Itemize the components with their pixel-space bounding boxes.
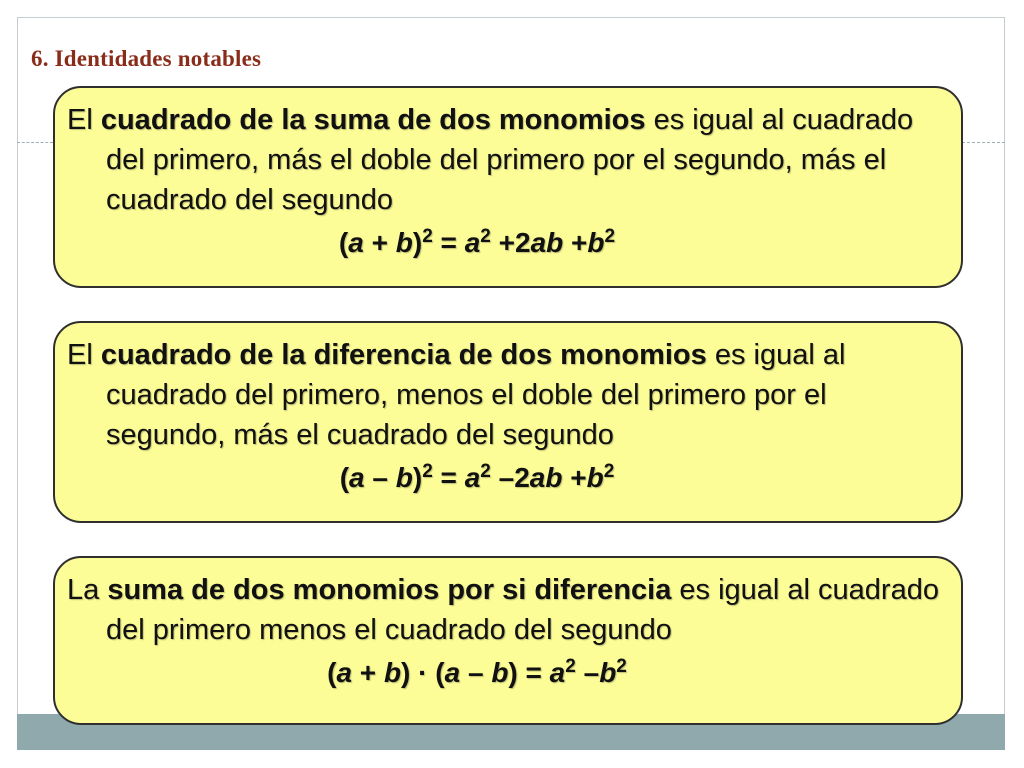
formula-variable: a: [336, 657, 353, 688]
desc-bold-term: cuadrado de la diferencia de dos monomios: [100, 339, 707, 371]
formula-variable: b: [586, 462, 604, 493]
desc-bold-term: suma de dos monomios por si diferencia: [107, 574, 672, 606]
formula-variable: a: [529, 462, 546, 493]
formula-exponent: 2: [422, 461, 433, 482]
formula-variable: b: [395, 227, 413, 258]
desc-prefix: El: [67, 339, 101, 371]
slide-heading: 6. Identidades notables: [31, 46, 262, 71]
formula-exponent: 2: [616, 656, 627, 677]
divider-line-left: [17, 142, 53, 143]
formula-variable: b: [383, 657, 402, 688]
formula-variable: a: [530, 227, 547, 258]
divider-line-right: [962, 142, 1005, 143]
formula-exponent: 2: [480, 461, 491, 482]
desc-rest: es igual al cuadrado del primero, menos el doble del primero por el segundo, más el cuadrado del segundo: [106, 339, 846, 451]
formula-exponent: 2: [565, 656, 576, 677]
formula-variable: b: [545, 462, 563, 493]
identity-formula: $(a + b)^2 = a^2 +2ab +b^2$: [338, 226, 616, 258]
identity-card-sum-times-difference: [53, 556, 963, 725]
formula-variable: a: [464, 227, 481, 258]
formula-variable: b: [546, 227, 564, 258]
desc-rest: es igual al cuadrado del primero, más el doble del primero por el segundo, más el cuadrado del segundo: [106, 104, 914, 216]
identity-description: [67, 570, 947, 650]
formula-exponent: 2: [422, 226, 433, 247]
identity-card-square-of-difference: [53, 321, 963, 523]
formula-variable: a: [444, 657, 461, 688]
formula-variable: a: [549, 657, 566, 688]
desc-bold-term: cuadrado de la suma de dos monomios: [100, 104, 646, 136]
desc-rest: es igual al cuadrado del primero menos el cuadrado del segundo: [106, 574, 939, 646]
desc-prefix: El: [67, 104, 101, 136]
formula-variable: b: [587, 227, 605, 258]
identity-description: [67, 100, 947, 220]
formula-variable: b: [395, 462, 413, 493]
formula-variable: b: [491, 657, 509, 688]
formula-exponent: 2: [604, 226, 616, 247]
identity-formula: $(a + b) \cdot (a - b) = a^2$ $-b^2$: [327, 656, 627, 688]
formula-variable: a: [349, 462, 365, 493]
formula-variable: a: [348, 227, 364, 258]
formula-exponent: 2: [603, 461, 615, 482]
identity-card-square-of-sum: [53, 86, 963, 288]
formula-variable: a: [464, 462, 481, 493]
formula-variable: b: [599, 657, 617, 688]
identity-description: [67, 335, 947, 455]
formula-exponent: 2: [480, 226, 491, 247]
identity-formula: $(a - b)^2 = a^2$ $-2ab +b^2$: [339, 461, 615, 493]
desc-prefix: La: [67, 574, 108, 606]
